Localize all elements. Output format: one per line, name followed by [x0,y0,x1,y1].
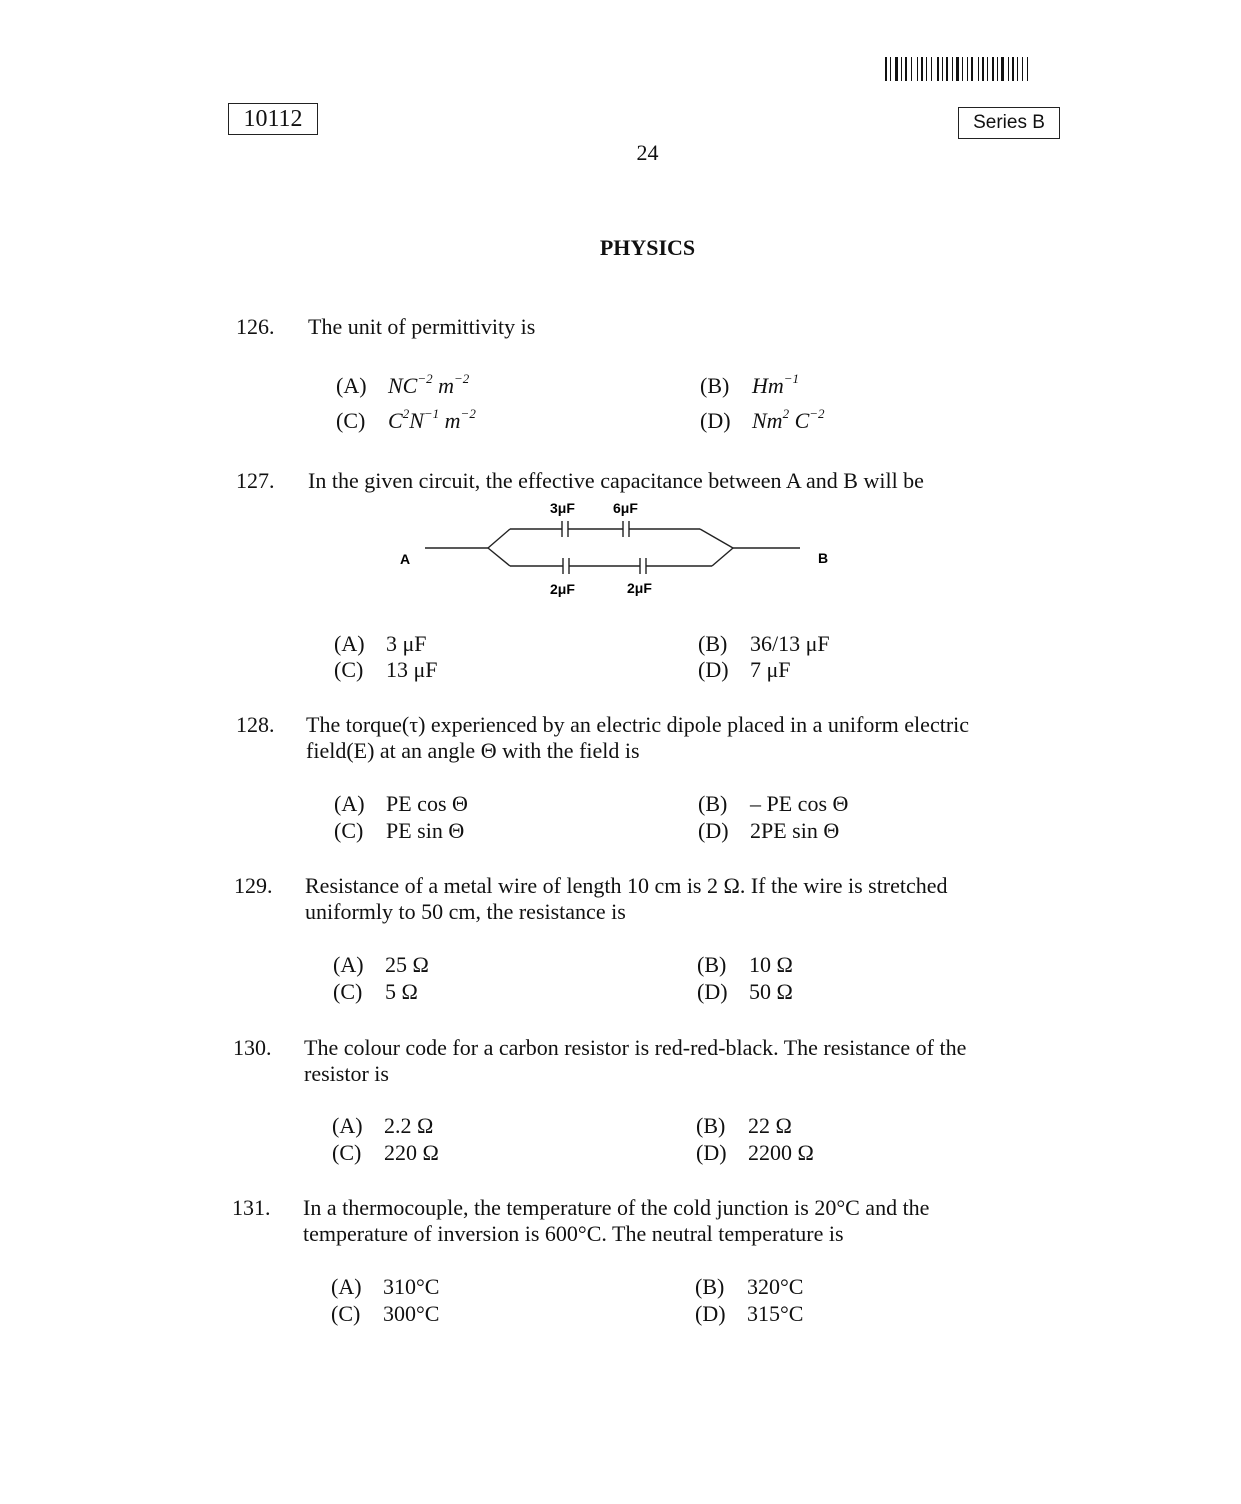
option-label: (D) [698,657,729,682]
barcode-bar [885,57,887,81]
node-b-label: B [818,550,829,566]
question-text: The torque(τ) experienced by an electric dipole placed in a uniform electric field(E) at an angle Θ with the field is [306,712,970,763]
option-c: (C) $C^2N^{-1}$ $m^{-2}$ [336,406,476,433]
option-a: (A) PE cos Θ [334,791,468,816]
capacitor-label: 3μF [550,500,575,516]
option-label: (A) [333,952,364,977]
question-text: In a thermocouple, the temperature of the cold junction is 20°C and the temperature of inversion is 600°C. The neutral temperature is [303,1195,930,1246]
option-label: (C) [331,1301,361,1326]
option-label: (C) [334,657,364,682]
option-c: (C) 13 μF [334,657,438,682]
question-text: Resistance of a metal wire of length 10 cm is 2 Ω. If the wire is stretched uniformly to 50 cm, the resistance is [305,873,948,924]
barcode-bar [1017,57,1018,81]
barcode-bar [982,57,984,81]
capacitor-circuit-diagram [390,496,840,600]
question-number: 127. [236,468,275,493]
question-text: The colour code for a carbon resistor is red-red-black. The resistance of the resistor is [304,1035,967,1086]
option-d: (D) Nm$^2$ $C^{-2}$ [700,406,825,433]
option-label: (D) [695,1301,726,1326]
option-a: (A) 310°C [331,1274,440,1299]
barcode-bar [905,57,907,81]
question-number: 130. [233,1035,272,1060]
option-d: (D) 2200 Ω [696,1140,814,1165]
barcode-bar [1027,57,1028,81]
barcode-bar [921,57,923,81]
option-b: (B) 36/13 μF [698,631,830,656]
option-c: (C) 220 Ω [332,1140,439,1165]
barcode-bar [997,57,998,81]
barcode-bar [992,57,994,81]
option-label: (B) [695,1274,725,1299]
barcode-bar [1008,57,1009,81]
barcode-bar [971,57,973,81]
option-label: (A) [334,631,365,656]
barcode-bar [942,57,943,81]
wire [488,529,510,548]
option-label: (C) [334,818,364,843]
wire [712,548,733,566]
option-label: (A) [331,1274,362,1299]
option-label: (C) [336,408,366,433]
option-label: (A) [334,791,365,816]
barcode-bar [937,57,939,81]
option-label: (D) [697,979,728,1004]
barcode-bar [1012,57,1014,81]
question-number: 131. [232,1195,271,1220]
barcode-bar [890,57,891,81]
option-d: (D) 2PE sin Θ [698,818,840,843]
option-a: (A) $NC^{-2}$ $m^{-2}$ [336,371,470,398]
capacitor-label: 2μF [550,581,575,597]
option-label: (C) [333,979,363,1004]
barcode-bar [1022,57,1023,81]
option-c: (C) PE sin Θ [334,818,465,843]
page-number: 24 [636,140,659,165]
option-label: (B) [698,791,728,816]
barcode-bar [978,57,979,81]
option-b: (B) 10 Ω [697,952,793,977]
barcode [885,57,1067,86]
paper-code-box: 10112 [228,103,318,135]
capacitor-label: 6μF [613,500,638,516]
node-a-label: A [400,551,411,567]
wire [488,548,510,566]
question-number: 126. [236,314,275,339]
capacitor-label: 2μF [627,580,652,596]
option-b: (B) 320°C [695,1274,804,1299]
barcode-bar [967,57,968,81]
barcode-bar [956,57,959,81]
option-label: (A) [336,373,367,398]
barcode-bar [901,57,902,81]
option-a: (A) 25 Ω [333,952,429,977]
option-label: (B) [700,373,730,398]
barcode-bar [952,57,953,81]
option-d: (D) 50 Ω [697,979,793,1004]
option-b: (B) 22 Ω [696,1113,792,1138]
barcode-bar [962,57,963,81]
option-b: (B) – PE cos Θ [698,791,849,816]
option-label: (A) [332,1113,363,1138]
barcode-bar [1001,57,1004,81]
option-label: (B) [696,1113,726,1138]
option-c: (C) 5 Ω [333,979,418,1004]
option-a: (A) 2.2 Ω [332,1113,434,1138]
barcode-bar [895,57,898,81]
question-text: The unit of permittivity is [308,314,536,339]
option-label: (B) [698,631,728,656]
option-label: (C) [332,1140,362,1165]
option-d: (D) 7 μF [698,657,791,682]
option-a: (A) 3 μF [334,631,427,656]
series-box: Series B [958,107,1060,139]
barcode-bar [917,57,918,81]
question-text: In the given circuit, the effective capacitance between A and B will be [308,468,924,493]
barcode-bar [926,57,927,81]
question-number: 129. [234,873,273,898]
option-label: (D) [698,818,729,843]
wire [700,529,733,548]
section-title: PHYSICS [599,235,696,260]
option-label: (D) [696,1140,727,1165]
question-number: 128. [236,712,275,737]
option-c: (C) 300°C [331,1301,440,1326]
option-b: (B) $Hm^{-1}$ [700,371,800,398]
option-d: (D) 315°C [695,1301,804,1326]
barcode-bar [946,57,948,81]
barcode-bar [987,57,988,81]
option-label: (D) [700,408,731,433]
barcode-bar [931,57,932,81]
barcode-bar [911,57,912,81]
option-label: (B) [697,952,727,977]
